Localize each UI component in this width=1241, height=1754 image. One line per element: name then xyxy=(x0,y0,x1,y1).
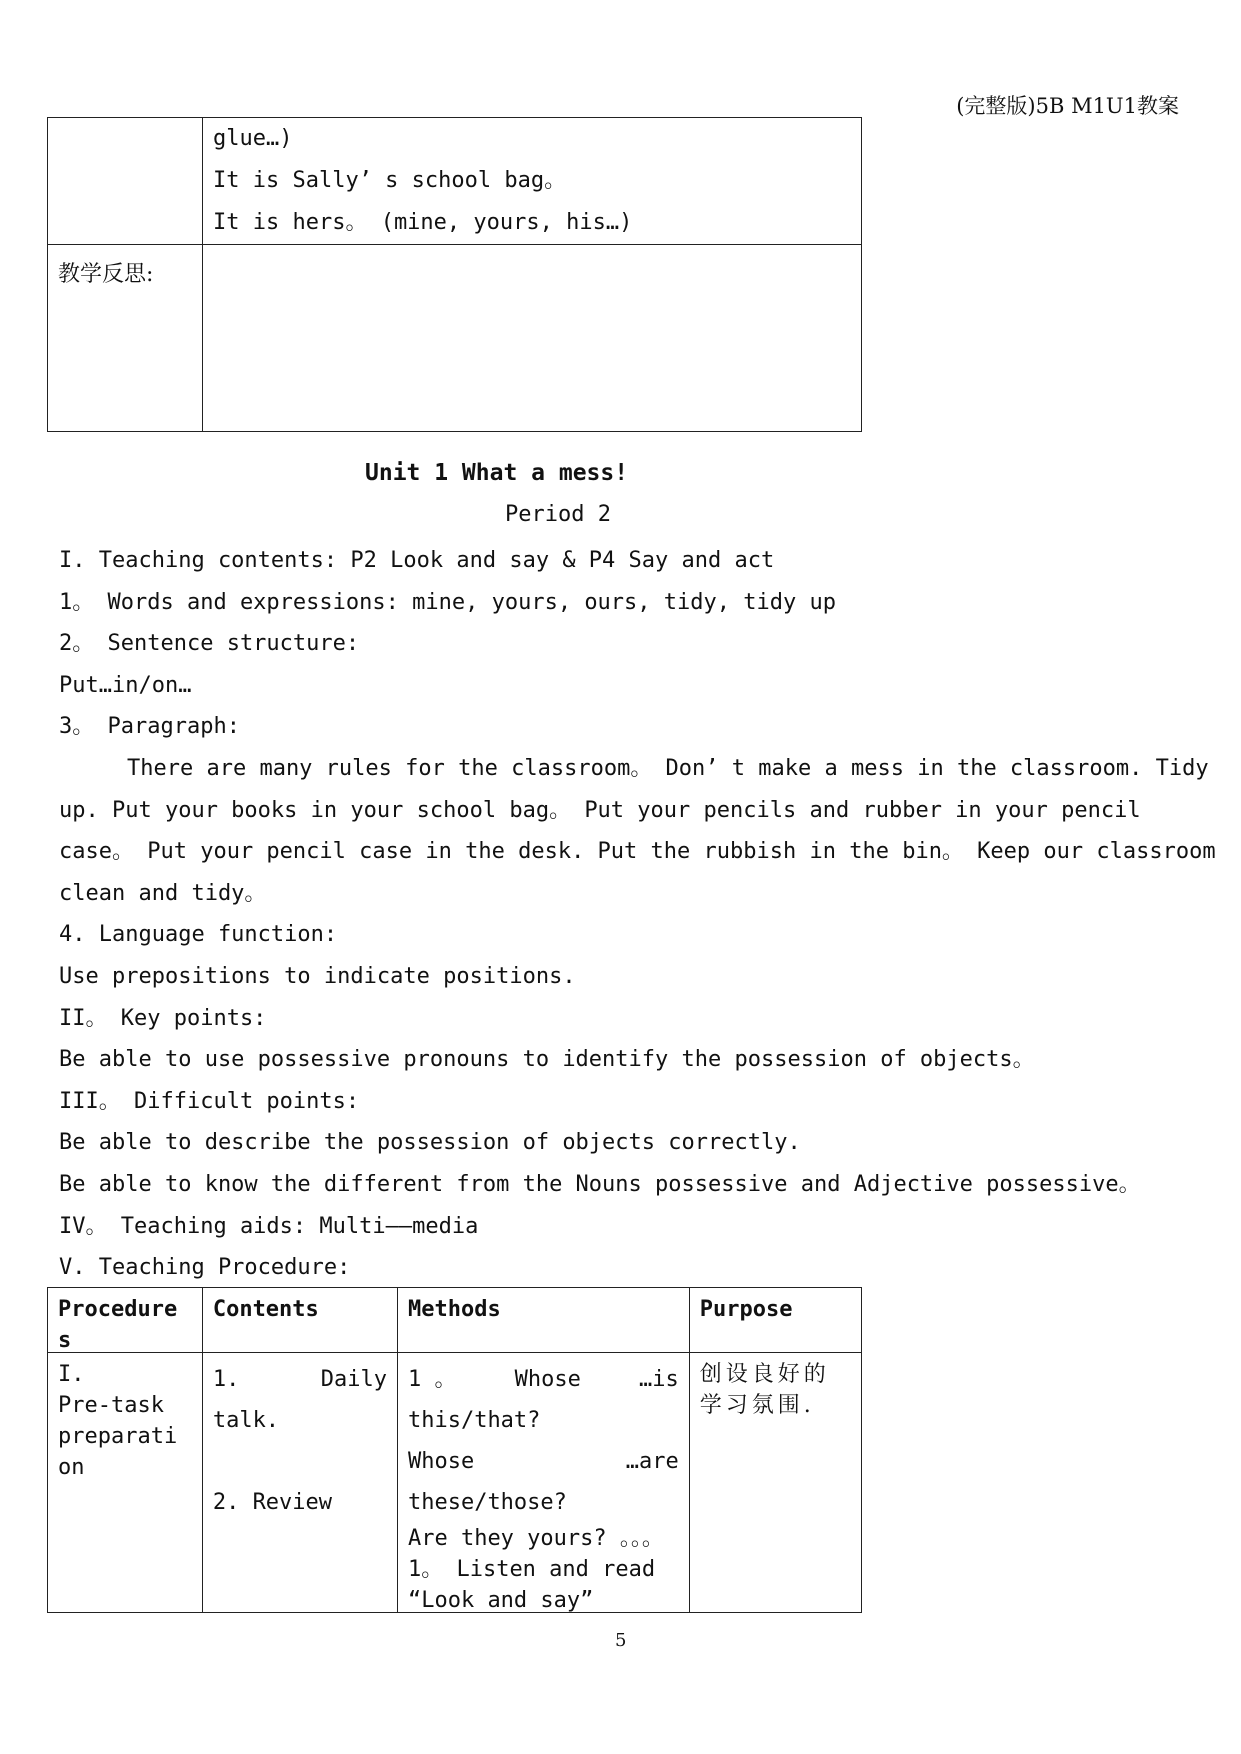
body-line: 3。 Paragraph: xyxy=(59,714,240,740)
reflection-label-cell xyxy=(48,245,203,432)
methods-line: Are they yours? 。。。 xyxy=(407,1526,664,1551)
page-number: 5 xyxy=(615,1630,627,1651)
header-methods-text: Methods xyxy=(407,1297,501,1322)
methods-cell xyxy=(397,1353,689,1613)
body-line: I. Teaching contents: P2 Look and say & P4 Say and act xyxy=(59,548,775,573)
contents-line: 2. Review xyxy=(212,1490,333,1515)
body-line: 4. Language function: xyxy=(59,922,338,948)
body-line: Use prepositions to indicate positions. xyxy=(59,963,576,989)
paragraph-line: up. Put your books in your school bag。 Put your pencils and rubber in your pencil xyxy=(59,797,1141,823)
procedure-cell xyxy=(48,1353,203,1613)
methods-line: 1。 Listen and read xyxy=(407,1557,656,1582)
table-header-row xyxy=(48,1288,862,1353)
body-line: 1。 Words and expressions: mine, yours, ours, tidy, tidy up xyxy=(59,589,836,615)
header-procedures-text: Procedure xyxy=(58,1297,178,1322)
methods-line: these/those? xyxy=(407,1490,567,1515)
procedure-line: on xyxy=(58,1455,85,1480)
purpose-line: 创设良好的 xyxy=(699,1362,830,1387)
body-line: III。 Difficult points: xyxy=(59,1088,360,1114)
lesson-body xyxy=(59,540,1239,1289)
body-line: Put…in/on… xyxy=(59,672,192,698)
content-line: glue…) xyxy=(213,126,293,151)
methods-line: “Look and say” xyxy=(407,1588,594,1613)
body-line: IV。 Teaching aids: Multi——media xyxy=(59,1213,479,1239)
methods-end: …is xyxy=(638,1367,679,1392)
header-purpose xyxy=(689,1288,861,1353)
header-procedures-text-wrap: s xyxy=(58,1328,72,1353)
table-row xyxy=(48,1353,862,1613)
contents-line: talk. xyxy=(212,1408,280,1433)
header-methods xyxy=(397,1288,689,1353)
body-line: 2。 Sentence structure: xyxy=(59,631,360,657)
period-label: Period 2 xyxy=(505,502,611,527)
header-purpose-text: Purpose xyxy=(699,1297,793,1322)
body-line: Be able to describe the possession of objects correctly. xyxy=(59,1130,801,1156)
purpose-cell xyxy=(689,1353,861,1613)
unit-title: Unit 1 What a mess! xyxy=(365,460,629,486)
contents-num: 1. xyxy=(212,1367,240,1392)
procedure-line: preparati xyxy=(58,1424,178,1449)
body-line: Be able to know the different from the Nouns possessive and Adjective possessive。 xyxy=(59,1171,1141,1197)
contents-line xyxy=(213,1359,387,1400)
methods-word: Whose xyxy=(407,1449,475,1474)
header-procedures xyxy=(48,1288,203,1353)
methods-line: this/that? xyxy=(407,1408,541,1433)
methods-num: 1 。 xyxy=(407,1367,457,1392)
empty-cell xyxy=(48,118,203,245)
reflection-content-cell xyxy=(203,245,862,432)
content-line: It is Sally’ s school bag。 xyxy=(213,168,567,193)
content-line: It is hers。 (mine, yours, his…) xyxy=(213,210,633,235)
paragraph-line: clean and tidy。 xyxy=(59,880,267,906)
procedure-line: I. xyxy=(58,1362,85,1387)
methods-line xyxy=(408,1441,679,1482)
header-contents xyxy=(202,1288,397,1353)
body-line: V. Teaching Procedure: xyxy=(59,1255,351,1281)
contents-cell xyxy=(202,1353,397,1613)
procedure-table xyxy=(47,1287,862,1613)
content-cell xyxy=(203,118,862,245)
methods-word: Whose xyxy=(514,1367,581,1392)
body-line: Be able to use possessive pronouns to identify the possession of objects。 xyxy=(59,1047,1035,1073)
body-line: II。 Key points: xyxy=(59,1005,267,1031)
procedure-line: Pre-task xyxy=(58,1393,164,1418)
paragraph-line: There are many rules for the classroom。 Don’ t make a mess in the classroom. Tidy xyxy=(127,755,1209,781)
contents-word: Daily xyxy=(320,1367,387,1392)
methods-line xyxy=(408,1359,679,1400)
reflection-label: 教学反思: xyxy=(58,262,154,287)
page-header: (完整版)5B M1U1教案 xyxy=(956,94,1179,118)
purpose-line: 学习氛围. xyxy=(699,1393,815,1418)
lesson-table-continued xyxy=(47,117,862,432)
header-contents-text: Contents xyxy=(212,1297,319,1322)
methods-end: …are xyxy=(625,1449,679,1474)
paragraph-line: case。 Put your pencil case in the desk. Put the rubbish in the bin。 Keep our classroom xyxy=(59,839,1216,865)
